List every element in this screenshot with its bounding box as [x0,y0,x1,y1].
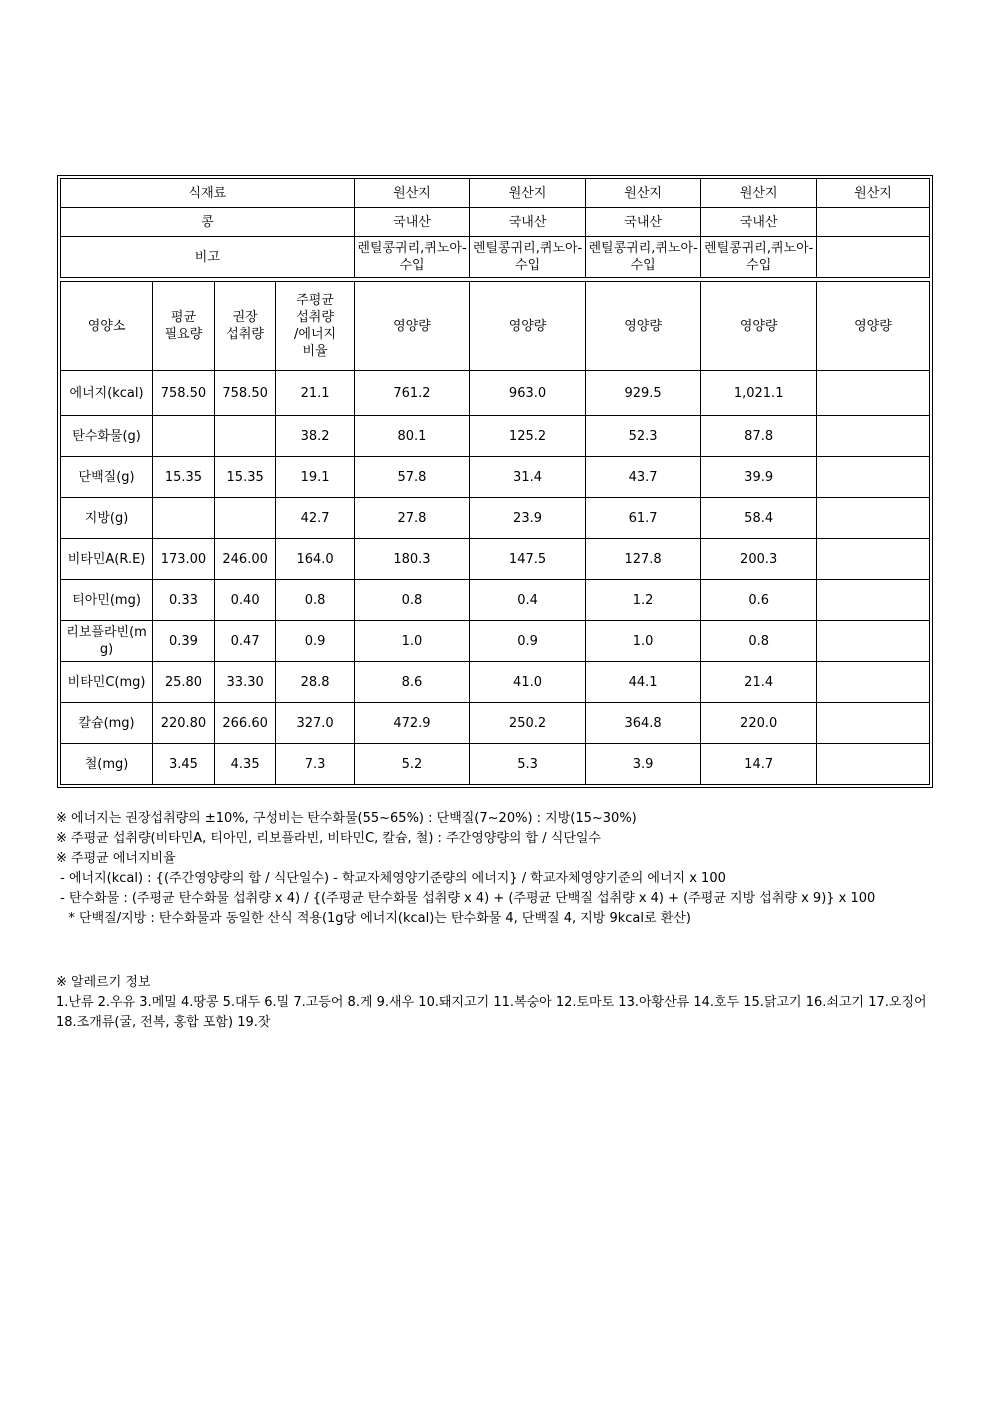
nutrient-value-cell: 127.8 [585,539,701,580]
origin-cell: 비고 [61,237,355,278]
nutrient-value-cell: 14.7 [701,744,817,785]
nutrient-value-cell: 266.60 [214,703,276,744]
nutrient-value-cell: 41.0 [470,662,586,703]
nutrient-name-cell: 칼슘(mg) [61,703,153,744]
nutrient-value-cell: 21.1 [276,371,354,416]
nutrition-row [61,621,930,662]
nutrient-value-cell: 33.30 [214,662,276,703]
nutrient-value-cell: 246.00 [214,539,276,580]
origin-header-row [61,179,930,208]
nutrient-value-cell [816,580,929,621]
allergy-title: ※ 알레르기 정보 [56,975,151,990]
nutrient-value-cell: 52.3 [585,416,701,457]
nutrient-value-cell: 758.50 [153,371,215,416]
nutrient-value-cell: 38.2 [276,416,354,457]
nutrient-name-cell: 티아민(mg) [61,580,153,621]
origin-cell: 국내산 [585,208,701,237]
nutrient-value-cell: 19.1 [276,457,354,498]
nutrition-header-row [61,282,930,371]
nutrient-value-cell [816,416,929,457]
nutrition-header-cell: 권장 섭취량 [214,282,276,371]
nutrient-value-cell [153,416,215,457]
origin-cell: 렌틸콩귀리,퀴노아-수입 [354,237,470,278]
nutrient-value-cell: 87.8 [701,416,817,457]
nutrient-value-cell: 7.3 [276,744,354,785]
note-line: - 탄수화물 : (주평균 탄수화물 섭취량 x 4) / {(주평균 탄수화물 섭취량 x 4) + (주평균 단백질 섭취량 x 4) + (주평균 지방 섭취량 x 9)} x 100 [56,891,876,906]
origin-cell [816,208,929,237]
nutrition-notes [56,809,936,929]
origin-cell [816,237,929,278]
nutrient-value-cell [816,621,929,662]
nutrition-row [61,662,930,703]
nutrient-value-cell [816,371,929,416]
origin-header-cell: 원산지 [816,179,929,208]
origin-header-cell: 식재료 [61,179,355,208]
nutrient-value-cell: 3.45 [153,744,215,785]
nutrient-name-cell: 비타민C(mg) [61,662,153,703]
nutrient-value-cell: 761.2 [354,371,470,416]
origin-cell: 국내산 [470,208,586,237]
nutrient-value-cell: 250.2 [470,703,586,744]
nutrient-value-cell: 5.3 [470,744,586,785]
nutrient-value-cell: 963.0 [470,371,586,416]
nutrition-row [61,580,930,621]
origin-row-kong [61,208,930,237]
note-line: ※ 주평균 섭취량(비타민A, 티아민, 리보플라빈, 비타민C, 칼슘, 철) : 주간영양량의 합 / 식단일수 [56,831,601,846]
nutrient-value-cell: 15.35 [153,457,215,498]
nutrient-name-cell: 탄수화물(g) [61,416,153,457]
note-line: - 에너지(kcal) : {(주간영양량의 합 / 식단일수) - 학교자체영양기준량의 에너지} / 학교자체영양기준의 에너지 x 100 [56,871,726,886]
nutrient-value-cell: 0.40 [214,580,276,621]
nutrient-value-cell: 42.7 [276,498,354,539]
nutrient-value-cell: 28.8 [276,662,354,703]
nutrition-row [61,539,930,580]
nutrient-value-cell: 0.6 [701,580,817,621]
nutrition-row [61,744,930,785]
nutrient-value-cell [816,744,929,785]
menu-nutrition-sheet [57,175,933,788]
origin-cell: 렌틸콩귀리,퀴노아-수입 [585,237,701,278]
nutrient-name-cell: 단백질(g) [61,457,153,498]
nutrient-value-cell: 23.9 [470,498,586,539]
nutrient-value-cell: 27.8 [354,498,470,539]
nutrient-value-cell: 173.00 [153,539,215,580]
nutrition-header-cell: 영양소 [61,282,153,371]
nutrient-value-cell: 31.4 [470,457,586,498]
nutrition-table [60,281,930,785]
nutrient-value-cell: 220.80 [153,703,215,744]
nutrient-value-cell: 61.7 [585,498,701,539]
allergy-info [56,973,936,1033]
nutrition-row [61,371,930,416]
origin-header-cell: 원산지 [585,179,701,208]
nutrient-value-cell: 758.50 [214,371,276,416]
nutrient-value-cell: 80.1 [354,416,470,457]
nutrient-value-cell: 0.8 [354,580,470,621]
nutrient-value-cell: 929.5 [585,371,701,416]
nutrient-value-cell: 43.7 [585,457,701,498]
nutrient-value-cell: 4.35 [214,744,276,785]
nutrient-value-cell: 364.8 [585,703,701,744]
nutrient-value-cell [816,498,929,539]
nutrient-value-cell: 58.4 [701,498,817,539]
nutrient-name-cell: 에너지(kcal) [61,371,153,416]
nutrient-value-cell: 164.0 [276,539,354,580]
nutrient-value-cell: 0.39 [153,621,215,662]
nutrient-value-cell: 327.0 [276,703,354,744]
origin-header-cell: 원산지 [470,179,586,208]
nutrient-value-cell [214,498,276,539]
nutrient-value-cell: 15.35 [214,457,276,498]
nutrition-header-cell: 영양량 [816,282,929,371]
nutrition-header-cell: 평균 필요량 [153,282,215,371]
allergy-list: 1.난류 2.우유 3.메밀 4.땅콩 5.대두 6.밀 7.고등어 8.게 9.새우 10.돼지고기 11.복숭아 12.토마토 13.아황산류 14.호두 15.닭고기 16.쇠고기 17.오징어 18.조개류(굴, 전복, 홍합 포함) 19.잣 [56,995,927,1030]
nutrient-value-cell: 147.5 [470,539,586,580]
nutrition-header-cell: 영양량 [585,282,701,371]
nutrient-value-cell: 0.9 [276,621,354,662]
origin-table [60,178,930,278]
nutrient-name-cell: 철(mg) [61,744,153,785]
origin-cell: 콩 [61,208,355,237]
note-line: ※ 주평균 에너지비율 [56,851,176,866]
nutrient-value-cell: 125.2 [470,416,586,457]
nutrient-value-cell: 220.0 [701,703,817,744]
nutrient-value-cell: 5.2 [354,744,470,785]
nutrient-value-cell: 8.6 [354,662,470,703]
nutrient-value-cell: 44.1 [585,662,701,703]
note-line: * 단백질/지방 : 탄수화물과 동일한 산식 적용(1g당 에너지(kcal)는 탄수화물 4, 단백질 4, 지방 9kcal로 환산) [56,911,691,926]
nutrient-value-cell: 0.8 [701,621,817,662]
nutrient-value-cell: 25.80 [153,662,215,703]
nutrient-value-cell: 1,021.1 [701,371,817,416]
nutrition-row [61,703,930,744]
nutrient-value-cell: 0.47 [214,621,276,662]
origin-header-cell: 원산지 [354,179,470,208]
nutrient-value-cell: 0.33 [153,580,215,621]
nutrient-value-cell: 180.3 [354,539,470,580]
nutrition-row [61,416,930,457]
nutrient-name-cell: 비타민A(R.E) [61,539,153,580]
nutrient-value-cell: 0.9 [470,621,586,662]
origin-cell: 렌틸콩귀리,퀴노아-수입 [701,237,817,278]
nutrient-value-cell: 39.9 [701,457,817,498]
nutrition-row [61,498,930,539]
note-line: ※ 에너지는 권장섭취량의 ±10%, 구성비는 탄수화물(55~65%) : 단백질(7~20%) : 지방(15~30%) [56,811,637,826]
nutrient-value-cell: 21.4 [701,662,817,703]
nutrition-row [61,457,930,498]
nutrient-name-cell: 리보플라빈(mg) [61,621,153,662]
nutrient-value-cell: 1.0 [585,621,701,662]
nutrition-header-cell: 영양량 [354,282,470,371]
nutrient-value-cell: 57.8 [354,457,470,498]
nutrient-value-cell [214,416,276,457]
nutrition-table-body [61,282,930,785]
nutrient-value-cell [816,457,929,498]
nutrient-value-cell [816,662,929,703]
nutrient-value-cell [816,539,929,580]
nutrient-value-cell: 1.2 [585,580,701,621]
origin-header-cell: 원산지 [701,179,817,208]
nutrient-value-cell [153,498,215,539]
origin-cell: 렌틸콩귀리,퀴노아-수입 [470,237,586,278]
nutrient-value-cell [816,703,929,744]
nutrition-header-cell: 영양량 [470,282,586,371]
nutrition-header-cell: 주평균 섭취량 /에너지 비율 [276,282,354,371]
nutrient-value-cell: 472.9 [354,703,470,744]
origin-cell: 국내산 [701,208,817,237]
nutrition-header-cell: 영양량 [701,282,817,371]
origin-row-note [61,237,930,278]
nutrient-name-cell: 지방(g) [61,498,153,539]
nutrient-value-cell: 1.0 [354,621,470,662]
nutrient-value-cell: 3.9 [585,744,701,785]
origin-cell: 국내산 [354,208,470,237]
nutrient-value-cell: 0.8 [276,580,354,621]
nutrient-value-cell: 200.3 [701,539,817,580]
nutrient-value-cell: 0.4 [470,580,586,621]
